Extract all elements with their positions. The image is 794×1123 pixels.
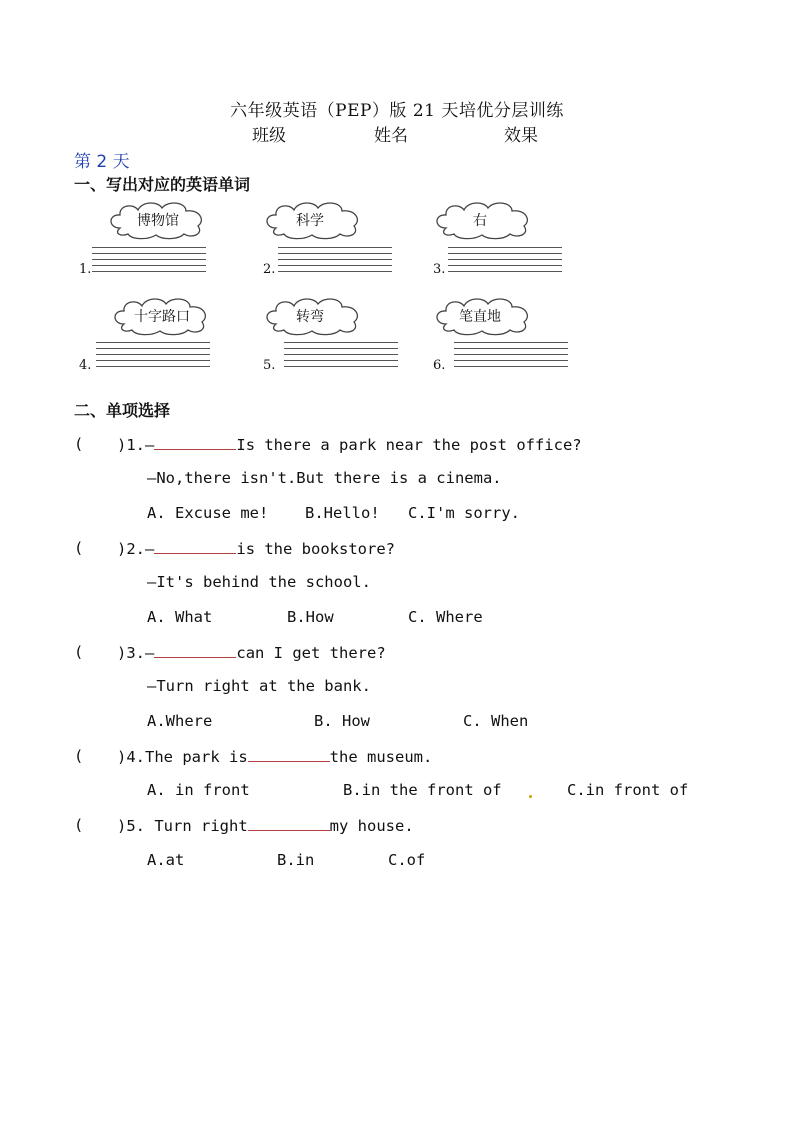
question-2-stem: )2.— is the bookstore? [117,540,395,558]
question-5-answer-slot[interactable] [86,813,114,833]
answer-lines-4[interactable] [96,342,210,372]
item-6-number: 6. [433,358,446,373]
answer-lines-2[interactable] [278,247,392,277]
answer-lines-1[interactable] [92,247,206,277]
question-3-blank[interactable] [154,643,236,658]
item-5-number: 5. [263,358,276,373]
question-4-option-b[interactable]: B.in the front of [343,781,502,799]
item-1-number: 1. [79,262,92,277]
item-3-number: 3. [433,262,446,277]
question-1-answer-slot[interactable] [86,432,114,452]
question-5-blank[interactable] [248,816,330,831]
day-label: 第 2 天 [74,152,130,172]
question-5-prefix: Turn right [145,817,248,835]
section2-heading: 二、单项选择 [74,401,171,420]
cloud-5-word: 转弯 [296,309,324,325]
worksheet-title: 六年级英语（PEP）版 21 天培优分层训练 [230,101,564,121]
question-5-option-c[interactable]: C.of [388,851,426,869]
class-label: 班级 [252,126,286,146]
question-3-option-a[interactable]: A.Where [147,712,213,730]
item-2-number: 2. [263,262,276,277]
answer-lines-6[interactable] [454,342,568,372]
question-4-paren-open: ( [74,747,84,765]
stray-dot [529,795,532,798]
question-1-paren-open: ( [74,435,84,453]
question-2-option-a[interactable]: A. What [147,608,213,626]
question-5-paren-open: ( [74,816,84,834]
cloud-2-word: 科学 [296,213,324,229]
result-label: 效果 [504,126,538,146]
question-5-text: my house. [329,817,414,835]
question-5-number: 5. [126,817,146,835]
question-3-answer-slot[interactable] [86,640,114,660]
answer-lines-3[interactable] [448,247,562,277]
question-3-paren-open: ( [74,643,84,661]
question-2-paren-open: ( [74,539,84,557]
name-label: 姓名 [374,126,408,146]
question-3-option-b[interactable]: B. How [314,712,370,730]
question-4-blank[interactable] [248,747,330,762]
question-4-answer-slot[interactable] [86,744,114,764]
question-4-prefix: The park is [145,748,248,766]
cloud-1-word: 博物馆 [137,213,179,229]
question-4-stem: )4.The park is the museum. [117,748,433,766]
question-4-option-a[interactable]: A. in front [147,781,250,799]
cloud-6-word: 笔直地 [459,309,501,325]
question-4-text: the museum. [329,748,433,766]
question-3-stem: )3.— can I get there? [117,644,386,662]
question-1-stem: )1.— Is there a park near the post office? [117,436,582,454]
question-2-blank[interactable] [154,539,236,554]
question-3-text: can I get there? [236,644,386,662]
cloud-4-word: 十字路口 [134,309,190,325]
question-2-option-b[interactable]: B.How [287,608,334,626]
item-4-number: 4. [79,358,92,373]
question-4-number: 4. [126,748,146,766]
question-3-number: 3. [126,644,146,662]
question-1-prefix: — [145,436,155,454]
question-5-option-a[interactable]: A.at [147,851,185,869]
question-2-text: is the bookstore? [236,540,395,558]
answer-lines-5[interactable] [284,342,398,372]
question-2-option-c[interactable]: C. Where [408,608,483,626]
question-5-option-b[interactable]: B.in [277,851,315,869]
section1-heading: 一、写出对应的英语单词 [74,175,251,194]
question-5-stem: )5. Turn right my house. [117,817,414,835]
question-1-answer: —No,there isn't.But there is a cinema. [147,469,502,487]
question-1-number: 1. [126,436,146,454]
question-1-blank[interactable] [154,435,236,450]
question-3-option-c[interactable]: C. When [463,712,529,730]
question-3-prefix: — [145,644,155,662]
question-2-answer: —It's behind the school. [147,573,371,591]
question-1-text: Is there a park near the post office? [236,436,582,454]
question-1-option-a[interactable]: A. Excuse me! [147,504,269,522]
question-2-number: 2. [126,540,146,558]
question-2-answer-slot[interactable] [86,536,114,556]
question-3-answer: —Turn right at the bank. [147,677,371,695]
question-1-option-c[interactable]: C.I'm sorry. [408,504,520,522]
cloud-3-word: 右 [473,213,487,229]
question-4-option-c[interactable]: C.in front of [567,781,689,799]
question-2-prefix: — [145,540,155,558]
question-1-option-b[interactable]: B.Hello! [305,504,380,522]
